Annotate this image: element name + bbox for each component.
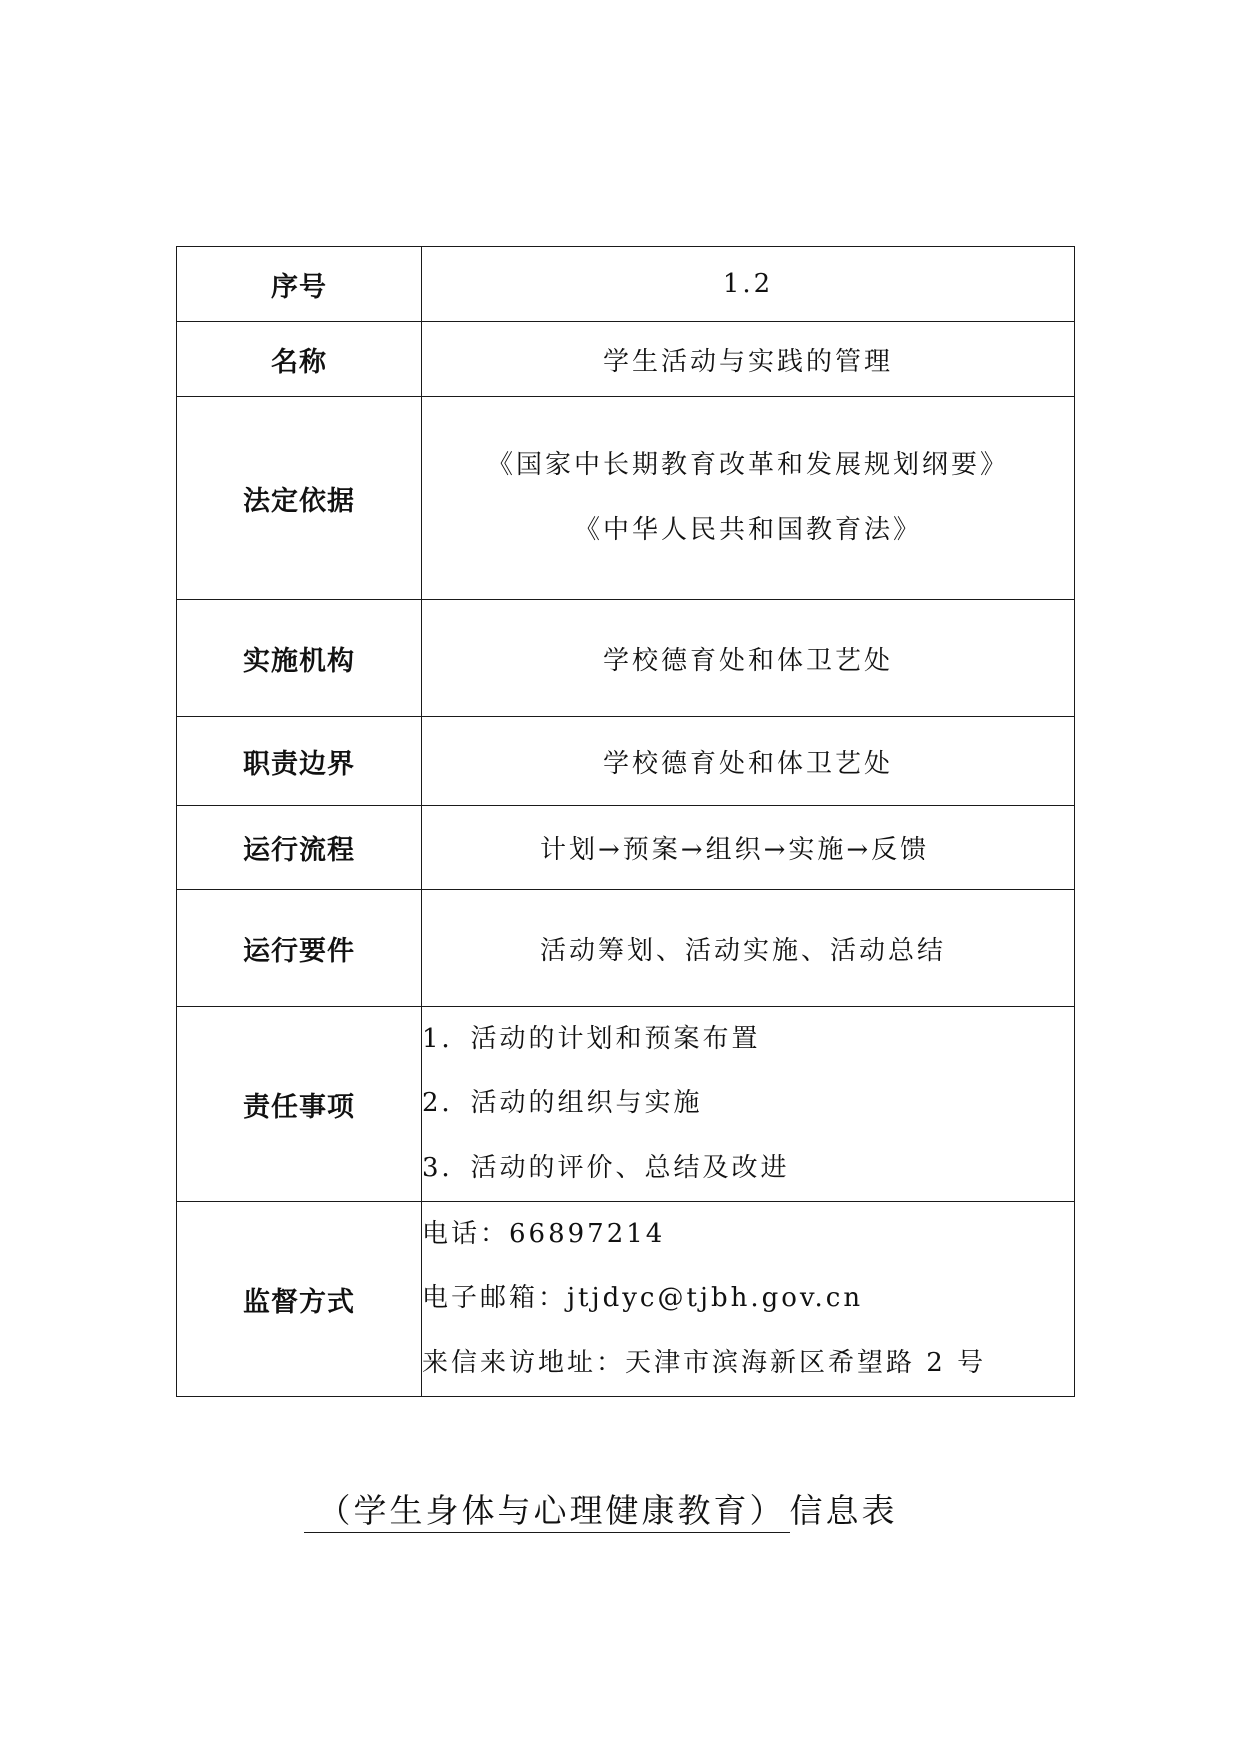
table-row [177, 247, 1075, 322]
row-label-responsibility-boundary: 职责边界 [177, 717, 422, 806]
table-row [177, 717, 1075, 806]
table-row [177, 397, 1075, 600]
footer-title-underlined: （学生身体与心理健康教育） [304, 1491, 790, 1533]
row-label-legal-basis: 法定依据 [177, 397, 422, 600]
row-value-requirements [422, 890, 1075, 1007]
row-value-legal-basis [422, 397, 1075, 600]
duty-item: 2．活动的组织与实施 [422, 1088, 703, 1119]
row-label-requirements: 运行要件 [177, 890, 422, 1007]
requirements-text: 活动筹划、活动实施、活动总结 [540, 935, 947, 966]
row-value-name: 学生活动与实践的管理 [422, 322, 1075, 397]
legal-basis-line: 《国家中长期教育改革和发展规划纲要》 [486, 450, 1009, 481]
row-label-process: 运行流程 [177, 806, 422, 890]
row-value-responsibility-boundary: 学校德育处和体卫艺处 [422, 717, 1075, 806]
supervision-address: 来信来访地址：天津市滨海新区希望路 2 号 [422, 1347, 987, 1378]
process-text: 计划→预案→组织→实施→反馈 [540, 835, 930, 865]
footer-title [0, 1485, 1241, 1532]
legal-basis-line: 《中华人民共和国教育法》 [573, 514, 922, 545]
row-value-duties [422, 1007, 1075, 1202]
footer-title-suffix: 信息表 [789, 1491, 898, 1530]
info-table [176, 246, 1075, 1397]
table-row [177, 322, 1075, 397]
table-row [177, 1202, 1075, 1397]
row-label-serial: 序号 [177, 247, 422, 322]
row-value-process [422, 806, 1075, 890]
table-row [177, 1007, 1075, 1202]
duty-item: 1．活动的计划和预案布置 [422, 1024, 761, 1055]
table-row [177, 600, 1075, 717]
row-value-serial: 1.2 [422, 247, 1075, 322]
row-value-supervision [422, 1202, 1075, 1397]
table-row [177, 806, 1075, 890]
row-label-duties: 责任事项 [177, 1007, 422, 1202]
row-value-agency: 学校德育处和体卫艺处 [422, 600, 1075, 717]
duty-item: 3．活动的评价、总结及改进 [422, 1152, 790, 1183]
supervision-phone: 电话：66897214 [422, 1219, 666, 1250]
row-label-name: 名称 [177, 322, 422, 397]
table-row [177, 890, 1075, 1007]
supervision-email: 电子邮箱：jtjdyc@tjbh.gov.cn [422, 1283, 864, 1314]
row-label-supervision: 监督方式 [177, 1202, 422, 1397]
row-label-agency: 实施机构 [177, 600, 422, 717]
